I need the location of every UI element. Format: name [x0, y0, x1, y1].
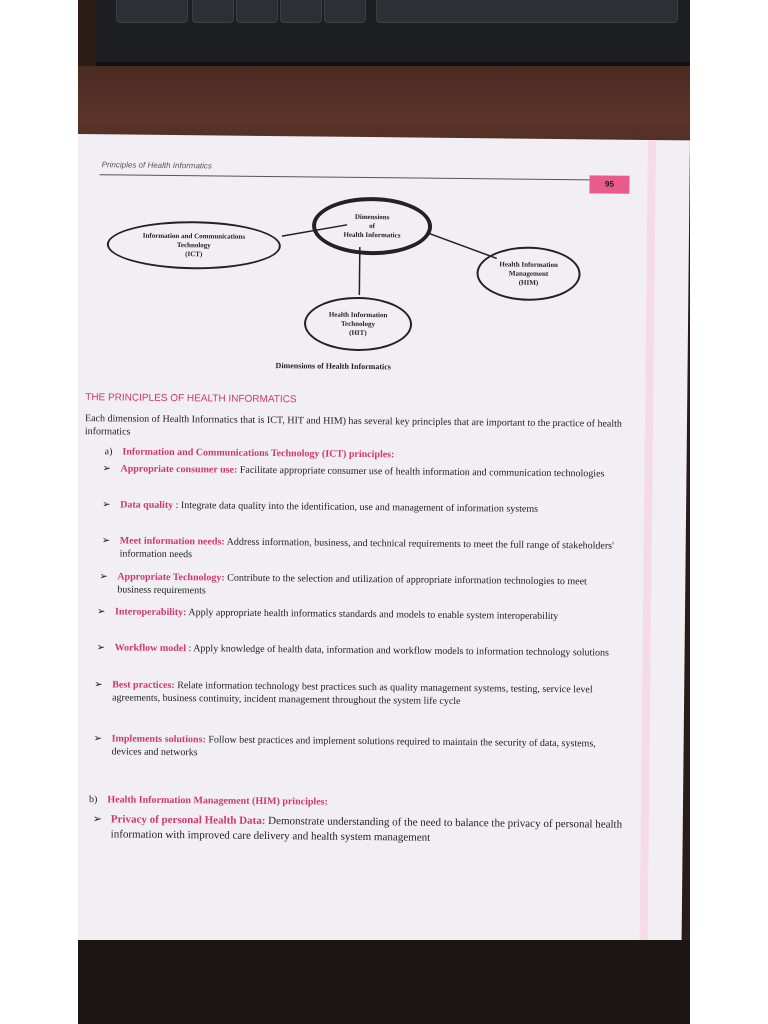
- connector-him: [427, 233, 497, 259]
- arrow-bullet-icon: ➢: [102, 499, 111, 511]
- node-him-line: Management: [508, 269, 549, 278]
- keyboard-key: [324, 0, 366, 23]
- principle-text: Demonstrate understanding of the need to balance the privacy of personal health information with improved care delivery and health system management: [110, 815, 623, 844]
- arrow-bullet-icon: ➢: [96, 642, 106, 654]
- arrow-bullet-icon: ➢: [99, 571, 108, 583]
- principle-item: [93, 732, 611, 763]
- principle-text: Apply appropriate health informatics standards and models to enable system interoperability: [186, 607, 559, 623]
- node-center-line: Dimensions: [354, 212, 390, 221]
- intro-paragraph: Each dimension of Health Informatics that is ICT, HIT and HIM) has several key principles that are important to the practice of health informatics: [84, 413, 623, 438]
- principle-term: Implements solutions:: [111, 733, 206, 746]
- node-center: [312, 196, 433, 255]
- principle-text: Follow best practices and implement solutions required to maintain the security of data, systems, devices and networks: [111, 734, 596, 759]
- arrow-bullet-icon: ➢: [92, 813, 103, 826]
- arrow-bullet-icon: ➢: [94, 679, 103, 691]
- node-hit-line: Technology: [340, 319, 376, 328]
- principle-term: Appropriate Technology:: [117, 571, 225, 584]
- principle-item: [102, 462, 620, 480]
- node-hit: [304, 296, 413, 351]
- principle-text: Relate information technology best practices such as quality management systems, testing, service level agreements, business continuity, incident management throughout the system life cycle: [112, 680, 593, 708]
- principle-item: [92, 812, 641, 848]
- photo-frame: [78, 0, 690, 1024]
- principle-text: Facilitate appropriate consumer use of health information and communication technologies: [237, 464, 605, 480]
- page-number: 95: [589, 175, 629, 193]
- ict-marker: a): [104, 446, 113, 458]
- principle-item: [96, 641, 615, 659]
- principle-term: Meet information needs:: [119, 535, 225, 548]
- keyboard-key: [116, 0, 188, 23]
- him-heading-text: Health Information Management (HIM) principles:: [107, 794, 328, 808]
- principle-text: Address information, business, and technical requirements to meet the full range of stakeholders' information needs: [119, 536, 614, 561]
- principle-term: Appropriate consumer use:: [120, 463, 238, 476]
- node-hit-line: (HIT): [349, 328, 367, 337]
- principle-item: [102, 498, 620, 516]
- ict-heading: [105, 446, 395, 460]
- node-him: [476, 246, 581, 301]
- node-hit-line: Health Information: [328, 310, 388, 319]
- keyboard-key: [280, 0, 322, 23]
- arrow-bullet-icon: ➢: [93, 733, 103, 745]
- keyboard-spacebar: [376, 0, 678, 23]
- book-page: [78, 134, 690, 970]
- node-him-line: (HIM): [518, 278, 539, 287]
- principle-term: Interoperability:: [114, 606, 187, 619]
- principle-item: [94, 678, 612, 709]
- principle-text: Contribute to the selection and utilization of appropriate information technologies to meet business requirements: [117, 572, 587, 597]
- arrow-bullet-icon: ➢: [101, 535, 111, 547]
- running-title: Principles of Health Informatics: [101, 160, 212, 171]
- arrow-bullet-icon: ➢: [96, 606, 106, 618]
- arrow-bullet-icon: ➢: [102, 463, 111, 475]
- him-heading: [89, 794, 328, 808]
- principle-term: Privacy of personal Health Data:: [110, 813, 266, 827]
- dark-foreground: [78, 940, 690, 1024]
- ict-heading-text: Information and Communications Technology (ICT) principles:: [122, 446, 395, 461]
- keyboard-key: [192, 0, 234, 23]
- node-him-line: Health Information: [499, 259, 558, 269]
- principle-term: Data quality: [120, 499, 174, 512]
- keyboard-key: [236, 0, 278, 23]
- principle-term: Best practices:: [112, 679, 175, 692]
- section-title: THE PRINCIPLES OF HEALTH INFORMATICS: [85, 392, 297, 406]
- him-marker: b): [88, 794, 98, 806]
- node-center-line: of: [369, 221, 376, 230]
- node-center-line: Health Informatics: [343, 230, 401, 239]
- diagram-caption: Dimensions of Health Informatics: [275, 361, 391, 372]
- node-ict-line: Information and Communications: [142, 231, 246, 241]
- keyboard: [96, 0, 690, 66]
- principle-item: [96, 605, 615, 623]
- principle-item: [99, 570, 617, 601]
- principle-term: Workflow model: [114, 642, 187, 655]
- principle-text: : Integrate data quality into the identification, use and management of information systems: [173, 500, 539, 515]
- principle-item: [101, 534, 620, 565]
- node-ict-line: Technology: [176, 240, 211, 249]
- node-ict-line: (ICT): [185, 249, 203, 258]
- principle-text: : Apply knowledge of health data, information and workflow models to information technology solutions: [185, 643, 610, 659]
